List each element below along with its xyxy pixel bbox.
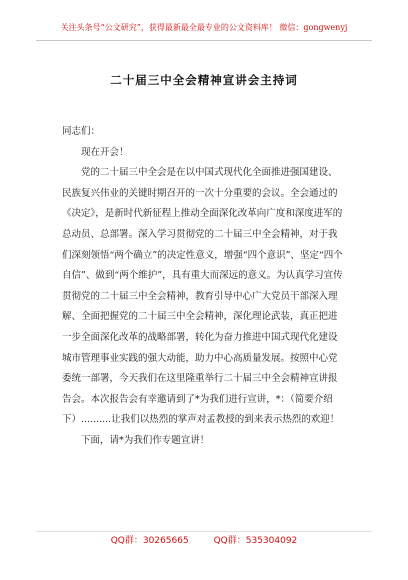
opening-line: 现在开会！ [81, 146, 129, 158]
footer-qq-group-1: QQ群：30265665 [110, 536, 189, 546]
footer-contacts [0, 533, 408, 546]
footer-divider [36, 531, 372, 532]
document-title: 二十届三中全会精神宣讲会主持词 [110, 73, 298, 87]
header-note: 关注头条号“公文研究”，获得最新最全最专业的公文资料库！ 微信：gongwenyj [60, 23, 348, 32]
closing-line: 下面，请*为我们作专题宣讲！ [81, 434, 210, 446]
main-paragraph: 党的二十届三中全会是在以中国式现代化全面推进强国建设、民族复兴伟业的关键时期召开的一次十分重要的会议。全会通过的《决定》，是新时代新征程上推动全面深化改革向广度和深度进军的总动员、总部署。深入学习贯彻党的二十届三中全会精神，对于我们深刻领悟“两个确立”的决定性意义，增强“四个意识”、坚定“四个自信”、做到“两个维护”，具有重大而深远的意义。为认真学习宣传贯彻党的二十届三中全会精神，教育引导中心广大党员干部深入理解、全面把握党的二十届三中全会精神，深化理论武装，真正把进一步全面深化改革的战略部署，转化为奋力推进中国式现代化建设城市管理事业实践的强大动能，助力中心高质量发展。按照中心党委统一部署，今天我们在这里隆重举行二十届三中全会精神宣讲报告会。本次报告会有幸邀请到了*为我们进行宣讲，*：（简要介绍下）..........让我们以热烈的掌声对孟教授的到来表示热烈的欢迎！ [62, 167, 343, 426]
footer-qq-group-2: QQ群：535304092 [213, 536, 298, 546]
header-divider [36, 40, 372, 41]
salutation: 同志们： [62, 126, 101, 137]
document-body [62, 122, 344, 452]
